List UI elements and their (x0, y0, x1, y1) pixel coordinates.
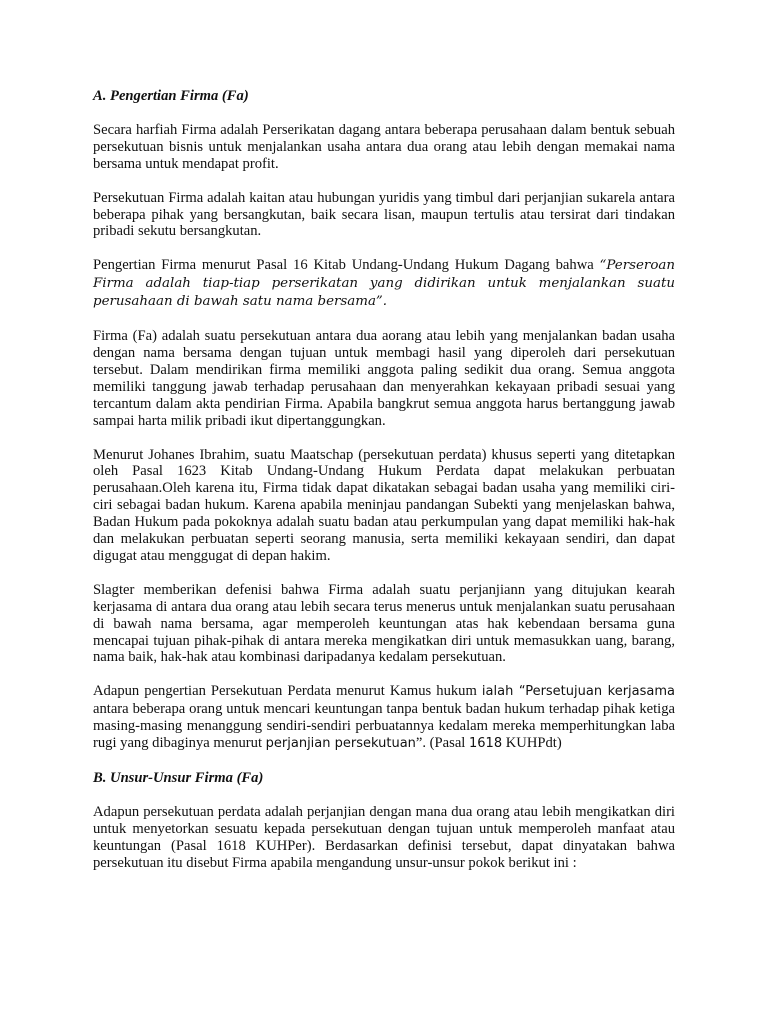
paragraph-2: Persekutuan Firma adalah kaitan atau hubungan yuridis yang timbul dari perjanjian sukarela antara beberapa pihak yang bersangkutan, baik secara lisan, maupun tertulis atau tersirat dari tindakan pribadi sekutu bersangkutan. (93, 189, 675, 240)
paragraph-6: Slagter memberikan defenisi bahwa Firma adalah suatu perjanjiann yang ditujukan kearah kerjasama di antara dua orang atau lebih secara terus menerus untuk menjalankan suatu perusahaan di bawah nama bersama, agar memperoleh keuntungan atas hak kebendaan bersama guna mencapai tujuan pihak-pihak di antara mereka mengikatkan diri untuk memasukkan uang, barang, nama baik, hak-hak atau kombinasi daripadanya kedalam persekutuan. (93, 581, 675, 666)
paragraph-1: Secara harfiah Firma adalah Perserikatan dagang antara beberapa perusahaan dalam bentuk sebuah persekutuan bisnis untuk menjalankan usaha antara dua orang atau lebih dengan memakai nama bersama untuk mendapat profit. (93, 121, 675, 172)
paragraph-7-mid: antara beberapa orang untuk mencari keuntungan tanpa bentuk badan hukum terhadap pihak ketiga masing-masing menanggung sendiri-sendiri perbuatannya kedalam mereka memperhitungkan laba rugi yang dibaginya menurut (93, 701, 675, 752)
paragraph-3-lead: Pengertian Firma menurut Pasal 16 Kitab Undang-Undang Hukum Dagang bahwa (93, 257, 600, 274)
paragraph-7-tail: ”. (Pasal (415, 735, 469, 752)
section-heading-a: A. Pengertian Firma (Fa) (93, 88, 249, 104)
section-heading-b: B. Unsur-Unsur Firma (Fa) (93, 770, 264, 786)
paragraph-8: Adapun persekutuan perdata adalah perjanjian dengan mana dua orang atau lebih mengikatkan diri untuk menyetorkan sesuatu kepada persekutuan dengan tujuan untuk memperoleh manfaat atau keuntungan (Pasal 1618 KUHPer). Berdasarkan definisi tersebut, dapat dinyatakan bahwa persekutuan itu disebut Firma apabila mengandung unsur-unsur pokok berikut ini : (93, 803, 675, 871)
paragraph-3-quote: “Perseroan Firma adalah tiap-tiap perserikatan yang didirikan untuk menjalankan suatu perusahaan di bawah satu nama bersama”. (93, 258, 675, 310)
paragraph-7-quote-c: 1618 (469, 736, 503, 752)
paragraph-7-end: KUHPdt) (502, 735, 562, 752)
document-body (93, 88, 675, 889)
paragraph-7-quote-b: perjanjian persekutuan (265, 736, 416, 752)
paragraph-4: Firma (Fa) adalah suatu persekutuan antara dua aorang atau lebih yang menjalankan badan usaha dengan nama bersama dengan tujuan untuk membagi hasil yang diperoleh dari persekutuan tersebut. Dalam mendirikan firma memiliki anggota paling sedikit dua orang. Semua anggota memiliki tanggung jawab terhadap perusahaan dan menyerahkan kekayaan pribadi sesuai yang tercantum dalam akta pendirian Firma. Apabila bangkrut semua anggota harus bertanggung jawab sampai harta milik pribadi ikut dipertanggungkan. (93, 328, 675, 429)
paragraph-7-lead: Adapun pengertian Persekutuan Perdata menurut Kamus hukum (93, 683, 482, 700)
paragraph-5: Menurut Johanes Ibrahim, suatu Maatschap (persekutuan perdata) khusus seperti yang ditetapkan oleh Pasal 1623 Kitab Undang-Undang Hukum Perdata dapat melakukan perbuatan perusahaan.Oleh karena itu, Firma tidak dapat dikatakan sebagai badan usaha yang memiliki ciri-ciri sebagai badan hukum. Karena apabila meninjau pandangan Subekti yang menjelaskan bahwa, Badan Hukum pada pokoknya adalah suatu badan atau perkumpulan yang dapat memiliki hak-hak dan melakukan perbuatan seperti seorang manusia, serta memiliki kekayaan sendiri, dan dapat digugat atau menggugat di depan hakim. (93, 446, 675, 564)
paragraph-7 (93, 683, 675, 753)
paragraph-7-quote-a: ialah “Persetujuan kerjasama (481, 684, 675, 700)
paragraph-3 (93, 257, 675, 311)
